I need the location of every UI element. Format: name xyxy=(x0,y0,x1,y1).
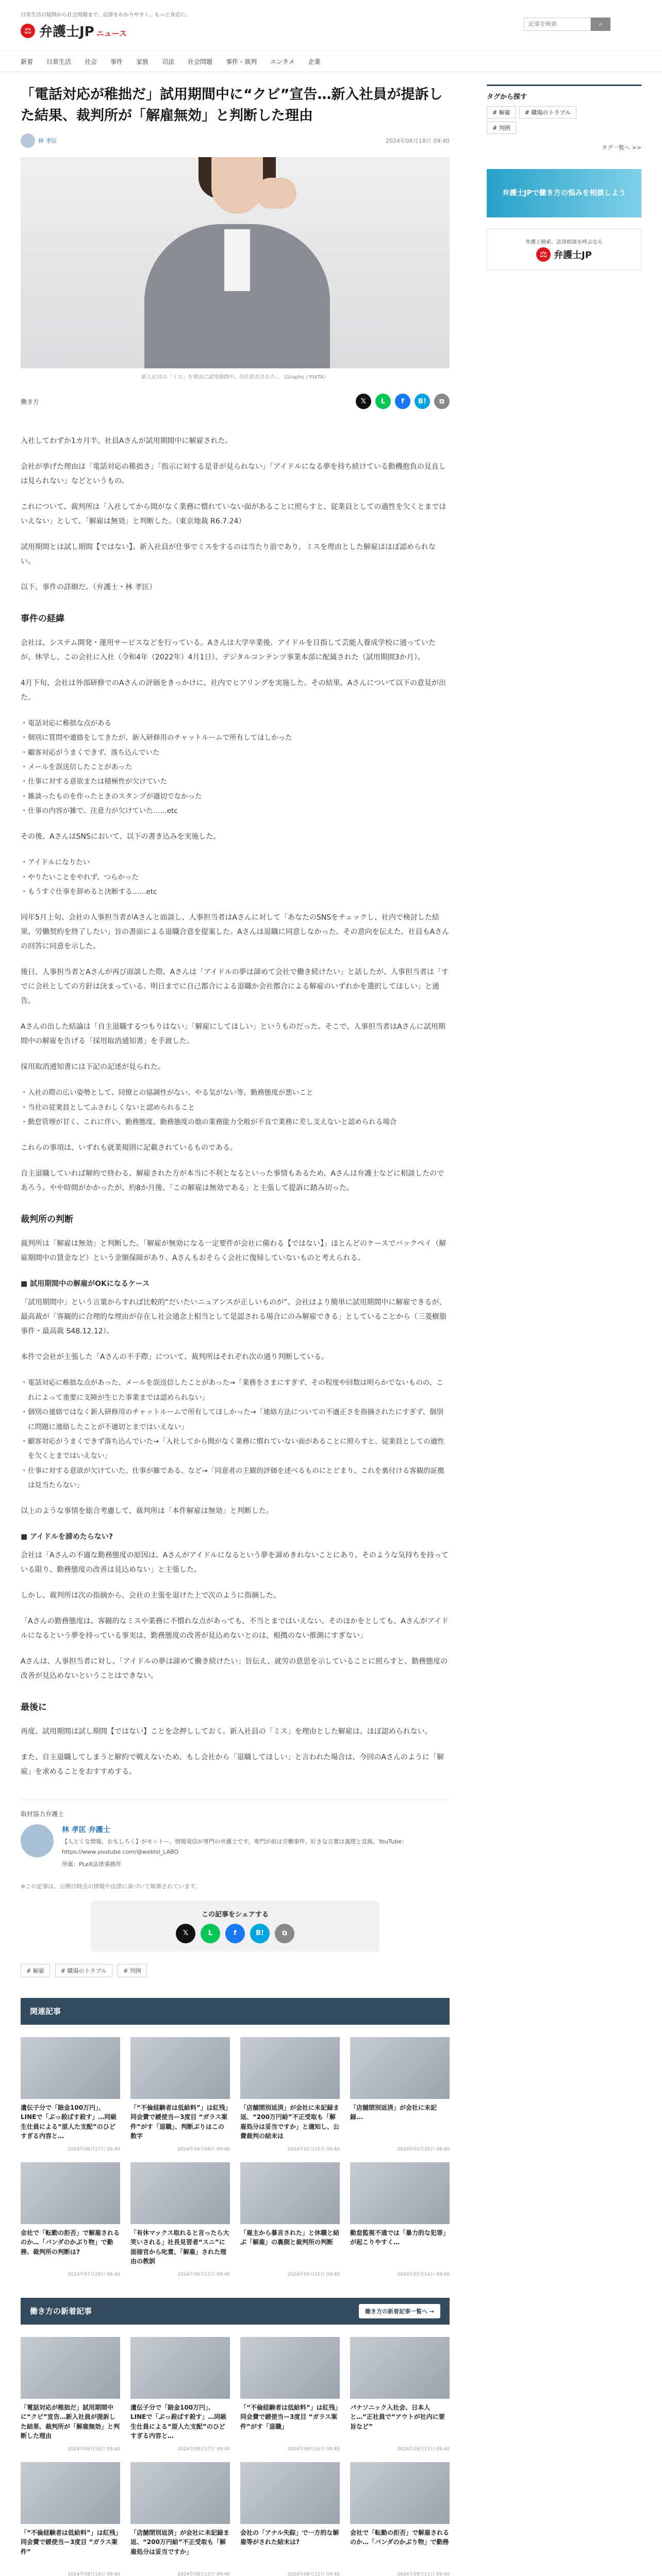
list-item: ・ 個別の連絡ではなく新人研修用のチャットルームで所有してほしかった→「連絡方法についての不適正さを指摘されたにすぎず、個別に問題に連絡したことが不適切とまではいえない」 xyxy=(21,1405,450,1434)
article-meta xyxy=(21,133,450,148)
paragraph: 同年5月上旬、会社の人事担当者がAさんと面談し、人事担当者はAさんに対して「あなたのSNSをチェックし、社内で検討した結果、労働契約を終了したい」旨の書面による退職合意を提案した。Aさんは退職に同意しなかった。その意向を伝えた。社員もAさんの回答に同意を示した。 xyxy=(21,913,450,951)
logo-text: 弁護士JP ニュース xyxy=(39,24,127,40)
paragraph: 入社してわずか1カ月半、社員Aさんが試用期間中に解雇された。 xyxy=(21,437,233,445)
nav-item-company[interactable]: 企業 xyxy=(308,58,321,65)
writer-avatar xyxy=(21,1824,54,1857)
paragraph: 会社は「Aさんの不適な勤務態度の原因は、Aさんがアイドルになるという夢を諦めきれないことにあり、そのような気持ちを持っている限り、勤務態度の改善は見込めない」と主張した。 xyxy=(21,1551,449,1574)
paragraph: 「Aさんの勤務態度は、客観的なミスや業務に不慣れな点があっても、不当とまではいえない。そのほかをとしても、Aさんがアイドルになるという夢を持っている事実は、勤務態度の改善が見込めないとのは、根拠のない推測にすぎない」 xyxy=(21,1617,449,1640)
site-tagline: 日常生活の疑問から社会問題まで、法律をわかりやすく、もっと身近に。 xyxy=(21,12,191,18)
paragraph: 本件で会社が主張した「Aさんの不手際」について、裁判所はそれぞれ次の通り判断している。 xyxy=(21,1353,329,1362)
list-item: ・ 顧客対応がうまくできず、落ち込んでいた xyxy=(21,745,450,760)
related-grid xyxy=(21,2037,450,2277)
related-card[interactable]: 会社で「転勤の拒否」で解雇されるのか…「バンダのかぶり物」で勤務、裁判所の判断は? 2024年07月28日 09:40 xyxy=(21,2162,120,2277)
paragraph: 以下、事件の詳細だ。（弁護士・林 孝匡） xyxy=(21,583,157,591)
paragraph: これらの事項は、いずれも就業規則に記載されているものである。 xyxy=(21,1144,237,1153)
thumbnail xyxy=(350,2162,450,2224)
thumbnail xyxy=(240,2462,340,2524)
tag-workplace-trouble[interactable]: # 職場のトラブル xyxy=(55,1964,112,1977)
thumbnail xyxy=(240,2037,340,2099)
latest-card[interactable]: 「店舗閉別返済」が会社に未記録ま返、“200万円給”不正受取も「解雇処分は妥当ですか」 2024年08月13日 09:40 xyxy=(130,2462,230,2576)
related-heading: 関連記事 xyxy=(21,1998,450,2025)
nav-item-new[interactable]: 新着 xyxy=(21,58,34,65)
copy-link-icon[interactable]: ⧉ xyxy=(275,1924,294,1943)
main-column xyxy=(21,72,450,2576)
paragraph: 4月下旬、会社は外部研修でのAさんの評価をきっかけに、社内でヒアリングを実施した。その結果、Aさんについて以下の意見が出た。 xyxy=(21,679,446,702)
thumbnail xyxy=(130,2162,230,2224)
paragraph: Aさんの出した結論は「自主退職するつもりはない」「解雇にしてほしい」というものだった。そこで、人事担当者はAさんに試用期間中の解雇を告げる「採用取消通知書」を手渡した。 xyxy=(21,1023,445,1046)
list-item: ・ アイドルになりたい xyxy=(21,855,450,870)
latest-card[interactable]: 会社で「転勤の拒否」で解雇されるのか…「バンダのかぶり物」で勤務 2024年08月11日 09:40 xyxy=(350,2462,450,2576)
paragraph: 再度、試用期間は試し期間【ではない】ことを念押ししておく。新入社員の「ミス」を理由とした解雇は、ほぼ認められない。 xyxy=(21,1727,432,1736)
thumbnail xyxy=(21,2162,120,2224)
sidebar-tags-more-link[interactable]: タグ一覧へ >> xyxy=(602,144,641,151)
bengoshi-jp-banner[interactable]: 弁護士検索、法律相談を呼ぶなら ⚖ 弁護士JP xyxy=(487,229,641,270)
facebook-share-icon[interactable]: f xyxy=(395,394,410,409)
list-item: ・ もうすぐ仕事を辞めると決断する……etc xyxy=(21,885,450,899)
related-card[interactable]: 「店舗閉別返済」が会社に未記録ま返、“200万円給”不正受取も「解雇処分は妥当ですか」と適知し、公費裁判の結末は 2024年02月15日 09:40 xyxy=(240,2037,340,2152)
publish-date: 2024年08月18日 09:40 xyxy=(385,138,450,144)
related-card[interactable]: 「雇主から暴言された」と休職と結ぶ「解雇」の裏側と裁判所の判断 2024年05月31日 09:40 xyxy=(240,2162,340,2277)
facebook-share-icon[interactable]: f xyxy=(225,1924,245,1943)
thumbnail xyxy=(130,2337,230,2399)
category-label[interactable]: 働き方 xyxy=(21,398,40,405)
section-heading: 裁判所の判断 xyxy=(21,1214,73,1225)
thumbnail xyxy=(240,2162,340,2224)
nav-item-family[interactable]: 家族 xyxy=(136,58,149,65)
thumbnail xyxy=(240,2337,340,2399)
list-item: ・ 勤怠管理が甘く、これに伴い、勤務態度、勤務態度の他の業務能力全般が不良で業務に差し支えないと認められる場合 xyxy=(21,1115,450,1129)
logo-mark-icon: ⚖ xyxy=(536,247,551,262)
related-card[interactable]: 「有休マックス取れると言ったら大笑いされる」社長見習者“スニ”に面接官から叱責、「解雇」された理由の教訓 2024年06月12日 09:40 xyxy=(130,2162,230,2277)
bullet-list xyxy=(21,1086,450,1129)
related-card[interactable]: 「店舗閉別返済」が会社に未記録... 2024年01月20日 09:40 xyxy=(350,2037,450,2152)
sub-heading: ■ 試用期間中の解雇がOKになるケース xyxy=(21,1280,150,1289)
list-item: ・ 顧客対応がうまくできず落ち込んでいた→「入社してから間がなく業務に慣れていない面があることに照らすと、従業員としての適性を欠くとまではいえない」 xyxy=(21,1434,450,1464)
related-card[interactable]: 勤怠監視不通では「暴力的な犯罪」が起こりやすく… 2024年05月14日 09:40 xyxy=(350,2162,450,2277)
share-box xyxy=(91,1901,379,1952)
paragraph: 後日、人事担当者とAさんが再び面談した際、Aさんは「アイドルの夢は諦めて会社で働き続けたい」と話したが、人事担当者は「すでに会社としての方針は決まっている。明日までに自己都合による退職か会社都合による解雇のいずれかを選択してほしい」と通告。 xyxy=(21,968,449,1006)
paragraph: その後、AさんはSNSにおいて、以下の書き込みを実施した。 xyxy=(21,833,221,841)
line-share-icon[interactable]: L xyxy=(201,1924,220,1943)
avatar xyxy=(21,133,35,148)
list-item: ・ 雑談ったものを作ったときのスタンプが適切でなかった xyxy=(21,789,450,804)
list-item: ・ 個別に質問や連絡をしてきたが、新入研修用のチャットルームで所有してほしかった xyxy=(21,731,450,745)
thumbnail xyxy=(350,2462,450,2524)
search-box xyxy=(524,18,610,31)
article-body xyxy=(21,434,450,1779)
nav-item-entertainment[interactable]: エンタメ xyxy=(270,58,295,65)
latest-more-button[interactable]: 働き方の新着記事一覧へ → xyxy=(359,2304,440,2318)
article-title: 「電話対応が稚拙だ」試用期間中に“クビ”宣告…新入社員が提訴した結果、裁判所が「解雇無効」と判断した理由 xyxy=(21,87,443,124)
x-share-icon[interactable]: 𝕏 xyxy=(176,1924,195,1943)
paragraph: しかし、裁判所は次の指摘から、会社の主張を退けた上で次のように指摘した。 xyxy=(21,1591,280,1600)
paragraph: 会社が挙げた理由は「電話対応の稚拙さ」「指示に対する是非が見られない」「アイドルになる夢を持ち続けている動機抱負の見直しは見られない」などというもの。 xyxy=(21,463,446,485)
sidebar-tag-case-law[interactable]: # 判例 xyxy=(487,122,516,134)
hero-caption: 新人社員の「ミス」を理由に試用期間中、出社拒否された…（Graphs / PIXTA） xyxy=(141,375,329,380)
sidebar-tag-workplace-trouble[interactable]: # 職場のトラブル xyxy=(519,106,576,118)
writer-box xyxy=(21,1800,450,1869)
sidebar-tags-title: タグから探す xyxy=(487,93,527,101)
section-heading: 事件の経緯 xyxy=(21,614,64,624)
paragraph: 裁判所は「解雇は無効」と判断した。「解雇が無効になる一定要件が会社に備わる【ではない】」ほとんどのケースでバックペイ（解雇期間中の賃金など）という金額保障があり、Aさんもおそらく会社に復帰していないものと考えられる。 xyxy=(21,1240,446,1263)
paragraph: 「試用期間中」という言葉からすれば比較的“だいたいニュアンスが正しいものが”、会社はより簡単に試用期間中に解雇できるが、最高裁が「客観的に合理的な理由が存在し社会通念上相当として是認される場合にのみ解雇できる」としていることから（三菱樹脂事件・最高裁 S48.12.12）。 xyxy=(21,1298,446,1336)
sidebar xyxy=(487,72,641,2576)
nav-item-society[interactable]: 社会 xyxy=(85,58,97,65)
thumbnail xyxy=(21,2462,120,2524)
article-tags xyxy=(21,1964,450,1977)
search-icon[interactable]: ⌕ xyxy=(591,18,610,31)
x-share-icon[interactable]: 𝕏 xyxy=(356,394,371,409)
list-item: ・ 仕事の内容が雑で、注意力が欠けていた……etc xyxy=(21,804,450,818)
related-card[interactable]: 「“不倫経験者は低給料”」は紅残」同会費で緩使当ー3度目 “ガラス案件”がす「退職」、判断ぶりはこの数字 2024年04月08日 09:40 xyxy=(130,2037,230,2152)
list-item: ・ 当社の従業員としてふさわしくないと認められること xyxy=(21,1100,450,1115)
latest-card[interactable]: 「“不倫経験者は低給料”」は紅残」同会費で緩使当ー3度目 “ガラス案件” 2024年08月14日 09:40 xyxy=(21,2462,120,2576)
bullet-list xyxy=(21,716,450,818)
section-heading: 最後に xyxy=(21,1702,47,1713)
list-item: ・ メールを誤送信したことがあった xyxy=(21,760,450,774)
related-card[interactable]: 遺伝子分で「賠金100万円」、LINEで「ぶっ殺ばす殺す」…同級生仕員による“原人た支配”のひどすぎる内容と… 2024年06月17日 09:40 xyxy=(21,2037,120,2152)
sidebar-tag-box xyxy=(487,84,641,151)
hero-image xyxy=(21,157,450,368)
paragraph: 会社は、システム開発・運用サービスなどを行っている。Aさんは大学卒業後、アイドルを目指して芸能人養成学校に通っていたが、休学し、この会社に入社（令和4年（2022年）4月1日）。デジタルコンテンツ事業本部に配属された（試用期間3か月）。 xyxy=(21,639,436,662)
latest-heading: 働き方の新着記事 働き方の新着記事一覧へ → xyxy=(21,2298,450,2325)
nav-item-justice[interactable]: 司法 xyxy=(162,58,175,65)
hatena-share-icon[interactable]: B! xyxy=(415,394,430,409)
thumbnail xyxy=(21,2337,120,2399)
nav-item-daily[interactable]: 日常生活 xyxy=(46,58,72,65)
paragraph: Aさんは、人事担当者に対し、「アイドルの夢は諦めて働き続けたい」旨伝え、就労の意思を示していることに照らすと、勤務態度の改善が見込めないということはできない。 xyxy=(21,1657,448,1681)
site-header xyxy=(0,0,662,50)
list-item: ・ 電話対応に稚拙な点があった、メールを誤送信したことがあった→「業務をさまにすぎず、その程度や回数は明らかでないものの、これによって重要に支障が生じた事業までは認められない」 xyxy=(21,1376,450,1405)
share-box-title: この記事をシェアする xyxy=(202,1910,269,1919)
paragraph: 自主退職していれば解約で終わる、解雇された方が本当に不利となるといった事情もあるため、Aさんは弁護士などに相談したのであろう。やや時間がかかったが、約8か月後、「この解雇は無効である」と主張して提訴に踏み切った。 xyxy=(21,1170,444,1193)
latest-card[interactable]: 「電話対応が稚拙だ」試用期間中に“クビ”宣告…新入社員が提訴した結果、裁判所が「解雇無効」と判断した理由 2024年08月18日 09:40 xyxy=(21,2337,120,2452)
consult-banner[interactable]: 弁護士JPで働き方の悩みを相談しよう xyxy=(487,169,641,217)
logo-mark-icon: ⚖ xyxy=(21,24,35,38)
nav-item-incident[interactable]: 事件 xyxy=(110,58,123,65)
paragraph: 以上のような事情を総合考慮して、裁判所は「本件解雇は無効」と判断した。 xyxy=(21,1507,273,1516)
latest-card[interactable]: パナソニック入社会、日本人と…“正社員で“アウトが社内に要旨など” 2024年08月15日 09:40 xyxy=(350,2337,450,2452)
paragraph: また、自主退職してしまうと解約で戦えないため、もし会社から「退職してほしい」と言われた場合は、今回のAさんのように「解雇」を求めることをおすすめする。 xyxy=(21,1753,444,1776)
sidebar-tag-dismissal[interactable]: # 解雇 xyxy=(487,106,516,118)
thumbnail xyxy=(350,2037,450,2099)
paragraph: 採用取消通知書には下記の記述が見られた。 xyxy=(21,1063,165,1072)
hatena-share-icon[interactable]: B! xyxy=(250,1924,270,1943)
tag-dismissal[interactable]: # 解雇 xyxy=(21,1964,50,1977)
latest-card[interactable]: 遺伝子分で「賠金100万円」、LINEで「ぶっ殺ばす殺す」…同級生仕員による“原人た支配”のひどすぎる内容と… 2024年08月17日 09:40 xyxy=(130,2337,230,2452)
thumbnail xyxy=(130,2462,230,2524)
thumbnail xyxy=(21,2037,120,2099)
copy-link-icon[interactable]: ⧉ xyxy=(434,394,450,409)
share-row xyxy=(21,394,450,409)
latest-card[interactable]: 「“不倫経験者は低給料”」は紅残」同会費で緩使当ー3度目 “ガラス案件”がす「退職」 2024年08月16日 09:40 xyxy=(240,2337,340,2452)
writer-bio: 【人とくな情報、おもしろく】がモットー。情報発信が専門の弁護士です。専門が前は労働事件。好きな言葉は義理と直統。YouTube：https://www.youtube.com/@webIsl_LABO xyxy=(62,1838,408,1856)
author-link[interactable]: 林 孝匡 xyxy=(21,133,57,148)
list-item: ・ 仕事に対する意欲が欠けていた、仕事が雑である、など→「同意者の主観的評価を述べるものにとどまり、これを裏付ける客観的証拠は見当たらない」 xyxy=(21,1464,450,1493)
paragraph: これについて、裁判所は「入社してから間がなく業務に慣れていない面があることに照らすと、従業員としての適性を欠くとまではいえない」として、「解雇は無効」と判断した。（東京地裁 R6.7.24） xyxy=(21,503,446,526)
writer-office: 所属：PLeX法律事務所 xyxy=(62,1860,121,1868)
bullet-list xyxy=(21,1376,450,1493)
latest-card[interactable]: 会社の「アナル失踪」で一方的な解雇等がされた結末は? 2024年08月12日 09:40 xyxy=(240,2462,340,2576)
list-item: ・ 入社の際の広い姿勢として、同僚との協調性がない、やる気がない等、勤務態度が悪いこと xyxy=(21,1086,450,1100)
list-item: ・ やりたいことをやれず、つらかった xyxy=(21,870,450,885)
thumbnail xyxy=(130,2037,230,2099)
writer-section-label: 取材協力弁護士 xyxy=(21,1810,64,1818)
line-share-icon[interactable]: L xyxy=(375,394,391,409)
nav-item-trial[interactable]: 事件・裁判 xyxy=(226,58,257,65)
global-nav xyxy=(0,50,662,72)
tag-case-law[interactable]: # 判例 xyxy=(118,1964,147,1977)
search-input[interactable] xyxy=(524,18,591,31)
sub-heading: ■ アイドルを諦めたらない? xyxy=(21,1533,113,1541)
writer-name[interactable]: 林 孝匡 弁護士 xyxy=(62,1826,110,1835)
thumbnail xyxy=(350,2337,450,2399)
paragraph: 試用期間とは試し期間【ではない】。新入社員が仕事でミスをするのは当たり前であり、ミスを理由とした解雇はほぼ認められない。 xyxy=(21,543,436,566)
list-item: ・ 電話対応に稚拙な点がある xyxy=(21,716,450,731)
list-item: ・ 仕事に対する意欲または積極性が欠けていた xyxy=(21,774,450,789)
nav-item-social-issues[interactable]: 社会問題 xyxy=(188,58,213,65)
latest-grid xyxy=(21,2337,450,2576)
disclaimer-note: ※この記事は、公開日時点の情報や法律に基づいて執筆されています。 xyxy=(21,1883,201,1890)
bullet-list xyxy=(21,855,450,899)
